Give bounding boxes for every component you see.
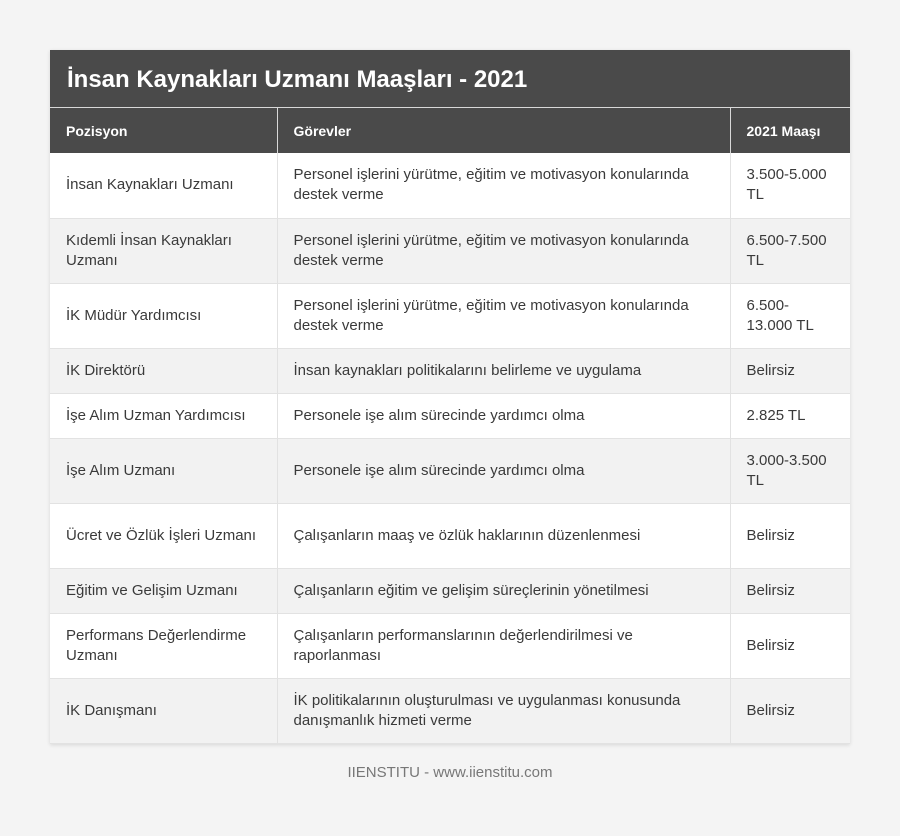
cell-gorevler: Personel işlerini yürütme, eğitim ve motivasyon konularında destek verme: [277, 153, 730, 218]
table-title: İnsan Kaynakları Uzmanı Maaşları - 2021: [50, 50, 850, 108]
table-row: [50, 153, 850, 218]
cell-pozisyon: İnsan Kaynakları Uzmanı: [50, 153, 277, 218]
table-row: [50, 678, 850, 743]
cell-gorevler: Personele işe alım sürecinde yardımcı olma: [277, 438, 730, 503]
cell-gorevler: Çalışanların maaş ve özlük haklarının düzenlenmesi: [277, 503, 730, 568]
table-row: [50, 218, 850, 283]
cell-pozisyon: Eğitim ve Gelişim Uzmanı: [50, 568, 277, 613]
cell-gorevler: İnsan kaynakları politikalarını belirleme ve uygulama: [277, 348, 730, 393]
cell-pozisyon: Kıdemli İnsan Kaynakları Uzmanı: [50, 218, 277, 283]
header-gorevler: Görevler: [277, 108, 730, 153]
salary-table-card: [50, 50, 850, 744]
cell-gorevler: Personel işlerini yürütme, eğitim ve motivasyon konularında destek verme: [277, 283, 730, 348]
cell-pozisyon: İK Danışmanı: [50, 678, 277, 743]
table-header-row: [50, 108, 850, 153]
cell-pozisyon: Performans Değerlendirme Uzmanı: [50, 613, 277, 678]
cell-maas: Belirsiz: [730, 613, 850, 678]
table-row: [50, 438, 850, 503]
table-row: [50, 613, 850, 678]
cell-gorevler: Personel işlerini yürütme, eğitim ve motivasyon konularında destek verme: [277, 218, 730, 283]
cell-maas: 6.500-13.000 TL: [730, 283, 850, 348]
cell-pozisyon: İşe Alım Uzman Yardımcısı: [50, 393, 277, 438]
table-row: [50, 348, 850, 393]
cell-maas: 3.500-5.000 TL: [730, 153, 850, 218]
cell-gorevler: Personele işe alım sürecinde yardımcı olma: [277, 393, 730, 438]
table-row: [50, 393, 850, 438]
header-maas: 2021 Maaşı: [730, 108, 850, 153]
cell-maas: Belirsiz: [730, 568, 850, 613]
cell-maas: 2.825 TL: [730, 393, 850, 438]
cell-gorevler: Çalışanların performanslarının değerlendirilmesi ve raporlanması: [277, 613, 730, 678]
cell-maas: Belirsiz: [730, 678, 850, 743]
cell-maas: Belirsiz: [730, 503, 850, 568]
table-row: [50, 568, 850, 613]
footer-credit: IIENSTITU - www.iienstitu.com: [347, 764, 553, 781]
table-row: [50, 503, 850, 568]
header-pozisyon: Pozisyon: [50, 108, 277, 153]
table-row: [50, 283, 850, 348]
cell-gorevler: Çalışanların eğitim ve gelişim süreçlerinin yönetilmesi: [277, 568, 730, 613]
cell-gorevler: İK politikalarının oluşturulması ve uygulanması konusunda danışmanlık hizmeti verme: [277, 678, 730, 743]
cell-maas: 3.000-3.500 TL: [730, 438, 850, 503]
cell-maas: Belirsiz: [730, 348, 850, 393]
cell-pozisyon: İşe Alım Uzmanı: [50, 438, 277, 503]
cell-pozisyon: İK Müdür Yardımcısı: [50, 283, 277, 348]
salary-table: [50, 108, 850, 744]
cell-maas: 6.500-7.500 TL: [730, 218, 850, 283]
cell-pozisyon: Ücret ve Özlük İşleri Uzmanı: [50, 503, 277, 568]
cell-pozisyon: İK Direktörü: [50, 348, 277, 393]
